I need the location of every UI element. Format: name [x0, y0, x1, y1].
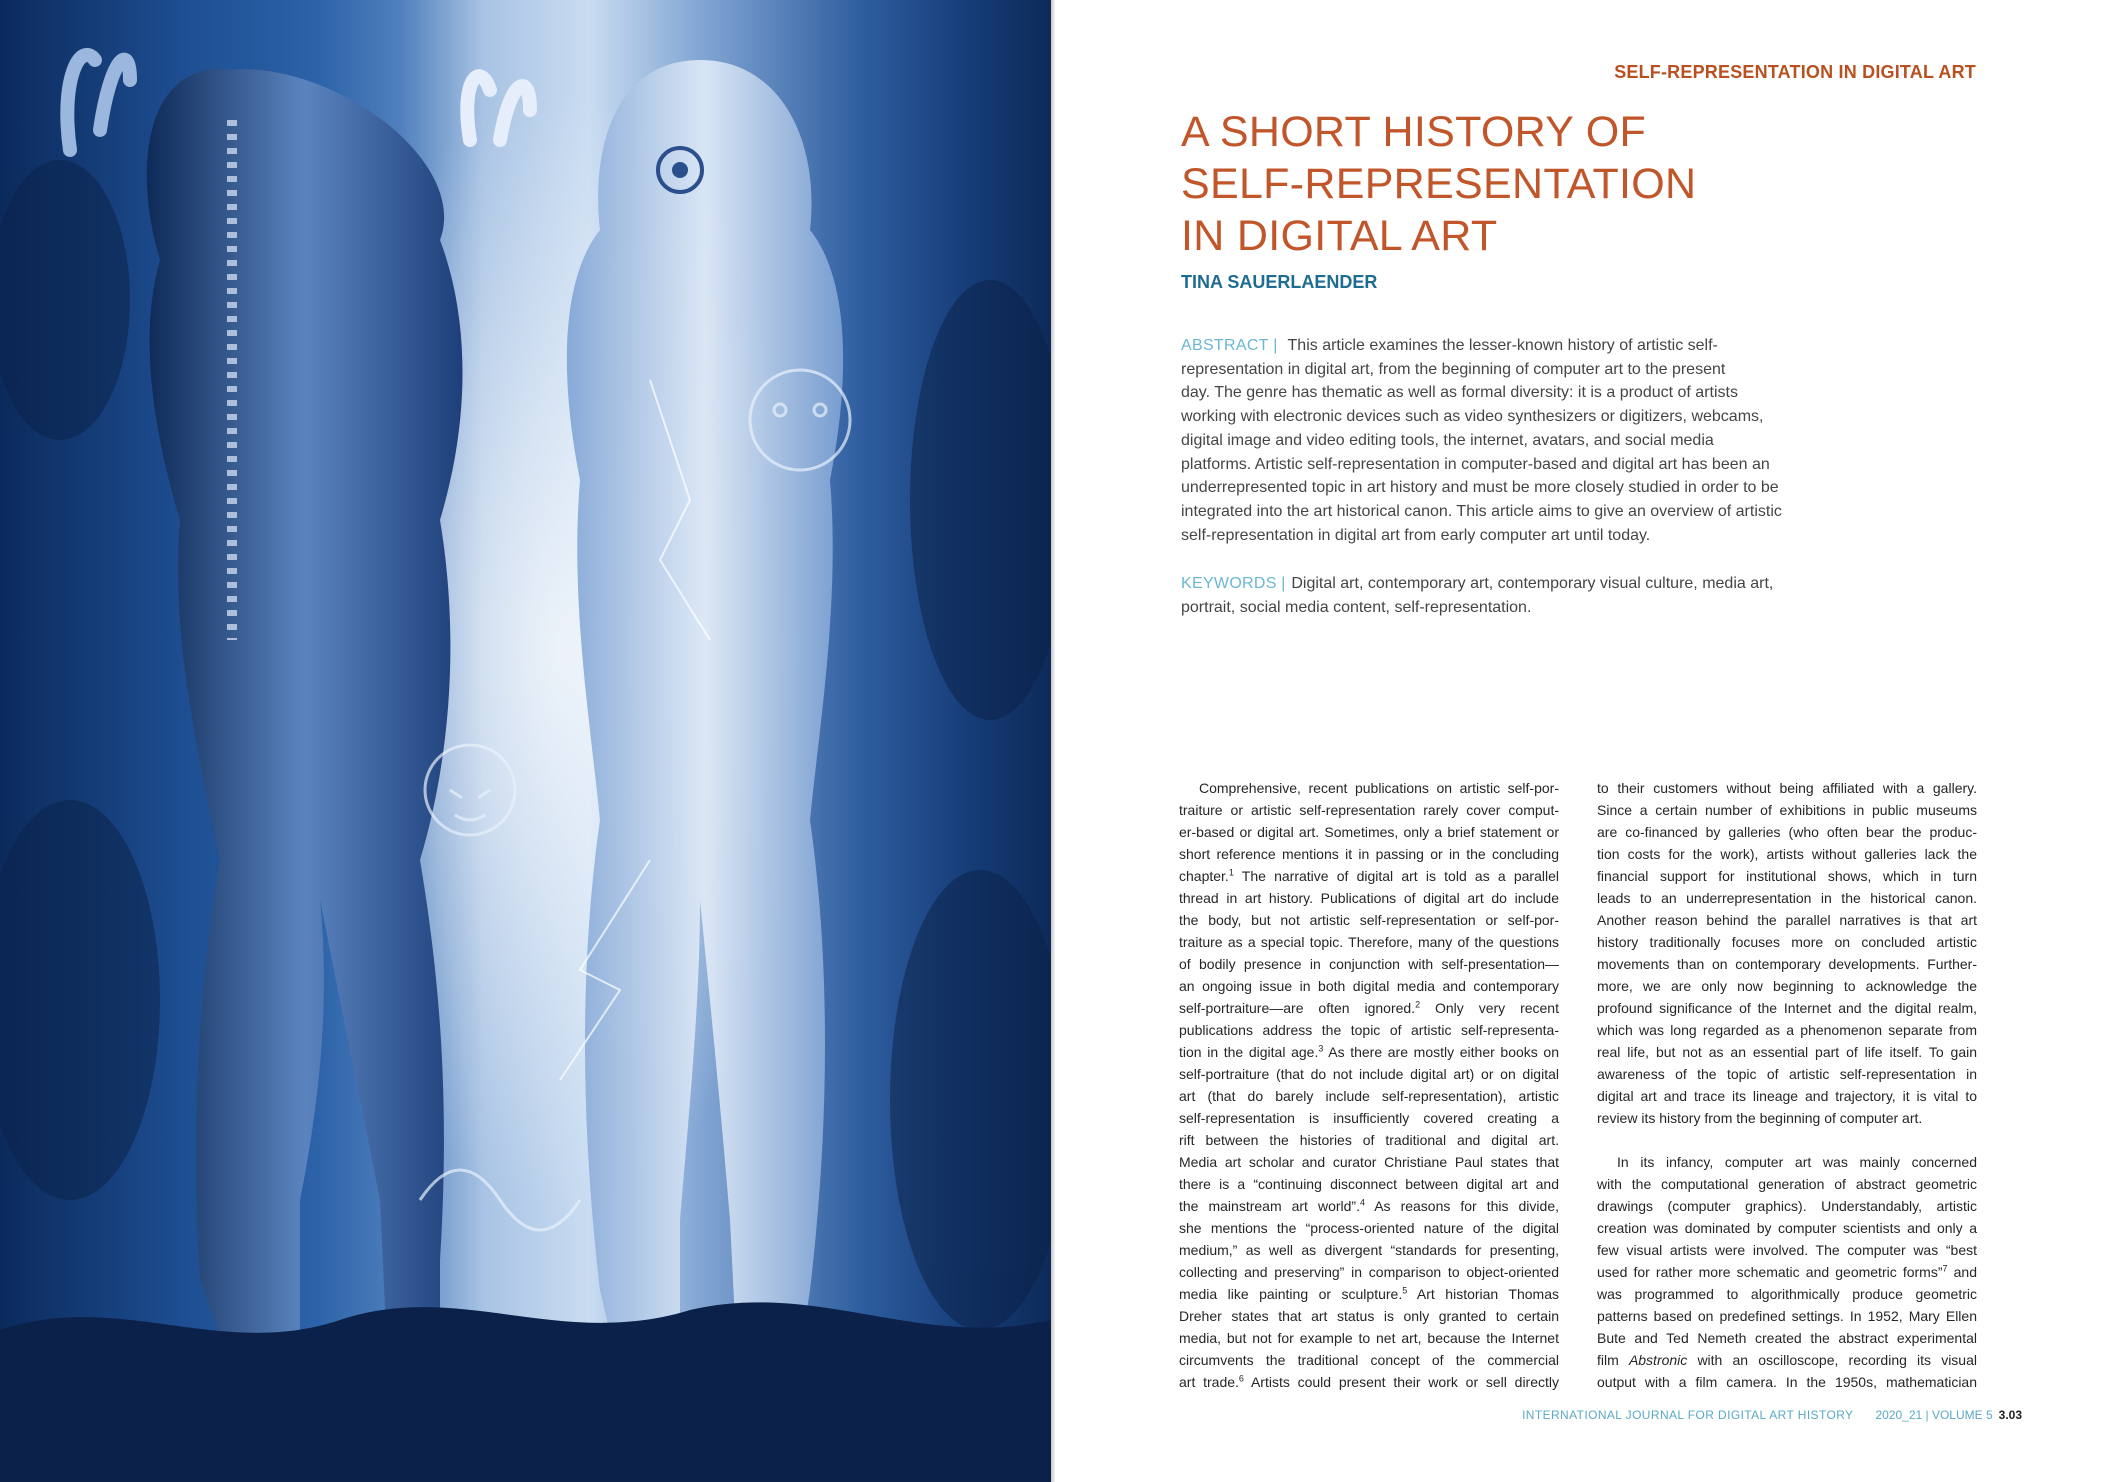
body-column-left — [1179, 777, 1559, 1393]
body-line: Bute and Ted Nemeth created the abstract experimental — [1597, 1330, 1977, 1346]
body-line: self-portraiture—are often ignored.$^2$ Only very recent — [1179, 999, 1559, 1016]
body-line: are co-financed by galleries (who often bear the produc- — [1597, 824, 1977, 840]
body-line: Another reason behind the parallel narratives is that art — [1597, 912, 1977, 928]
body-line: she mentions the “process-oriented nature of the digital — [1179, 1220, 1559, 1236]
body-line: few visual artists were involved. The computer was “best — [1597, 1242, 1977, 1258]
body-line: media like painting or sculpture.$^5$ Art historian Thomas — [1179, 1285, 1559, 1302]
body-line: used for rather more schematic and geometric forms”$^7$ and — [1597, 1263, 1978, 1280]
body-line: self-representation is insufficiently covered creating a — [1179, 1110, 1559, 1126]
body-line: to their customers without being affiliated with a gallery. — [1597, 780, 1977, 796]
page-footer — [1522, 1408, 2022, 1422]
keywords-line: KEYWORDS | Digital art, contemporary art, contemporary visual culture, media art, — [1181, 575, 1774, 592]
body-line: was programmed to algorithmically produce geometric — [1597, 1286, 1977, 1302]
body-line: creation was dominated by computer scientists and only a — [1597, 1220, 1977, 1236]
body-line: rift between the histories of traditional and digital art. — [1179, 1132, 1559, 1148]
body-line: output with a film camera. In the 1950s, mathematician — [1597, 1374, 1977, 1390]
artwork-illustration — [0, 0, 1051, 1482]
abstract-line: self-representation in digital art from early computer art until today. — [1181, 526, 1651, 544]
body-line: Since a certain number of exhibitions in public museums — [1597, 802, 1977, 818]
body-line: leads to an underrepresentation in the historical canon. — [1597, 890, 1977, 906]
abstract — [1181, 334, 1791, 547]
journal-name: INTERNATIONAL JOURNAL FOR DIGITAL ART HISTORY — [1522, 1408, 1854, 1422]
body-line: short reference mentions it in passing or in the concluding — [1179, 846, 1559, 862]
label-divider: | — [1276, 575, 1286, 592]
body-line: art (that do barely include self-representation), artistic — [1179, 1088, 1559, 1104]
body-line: drawings (computer graphics). Understandably, artistic — [1597, 1198, 1977, 1214]
body-line: digital art and trace its lineage and trajectory, it is vital to — [1597, 1088, 1977, 1104]
title-line: SELF-REPRESENTATION — [1181, 160, 1697, 208]
title-line: IN DIGITAL ART — [1181, 212, 1498, 260]
body-line: with the computational generation of abstract geometric — [1597, 1176, 1977, 1192]
paragraph-gap — [1597, 1129, 1977, 1151]
body-line: Dreher states that art status is only granted to certain — [1179, 1308, 1559, 1324]
body-line: medium,” as well as divergent “standards for presenting, — [1179, 1242, 1559, 1258]
body-line: real life, but not as an essential part of life itself. To gain — [1597, 1044, 1977, 1060]
abstract-line: ABSTRACT | This article examines the lesser-known history of artistic self- — [1181, 337, 1718, 354]
body-line: collecting and preserving” in comparison to object-oriented — [1179, 1264, 1559, 1280]
page-gutter — [1051, 0, 1055, 1482]
body-line: patterns based on predefined settings. In 1952, Mary Ellen — [1597, 1308, 1977, 1324]
abstract-label: ABSTRACT — [1181, 337, 1269, 354]
body-line: of bodily presence in conjunction with self-presentation— — [1179, 956, 1559, 972]
body-line: which was long regarded as a phenomenon separate from — [1597, 1022, 1977, 1038]
body-line: In its infancy, computer art was mainly concerned — [1617, 1154, 1977, 1170]
abstract-line: digital image and video editing tools, the internet, avatars, and social media — [1181, 431, 1714, 449]
abstract-line: underrepresented topic in art history and must be more closely studied in order to be — [1181, 479, 1779, 497]
body-line: publications address the topic of artistic self-representa- — [1179, 1022, 1559, 1038]
body-line: Comprehensive, recent publications on artistic self-por- — [1199, 780, 1559, 796]
label-divider: | — [1268, 337, 1278, 354]
body-line: traiture or artistic self-representation rarely cover comput- — [1179, 802, 1559, 818]
body-line: profound significance of the Internet and the digital realm, — [1597, 1000, 1977, 1016]
body-line: tion costs for the work), artists without galleries lack the — [1597, 846, 1977, 862]
body-line: Media art scholar and curator Christiane Paul states that — [1179, 1154, 1559, 1170]
body-line: financial support for institutional shows, which in turn — [1597, 868, 1977, 884]
body-line: circumvents the traditional concept of the commercial — [1179, 1352, 1559, 1368]
abstract-line: representation in digital art, from the beginning of computer art to the present — [1181, 360, 1726, 378]
abstract-line: platforms. Artistic self-representation in computer-based and digital art has been an — [1181, 455, 1770, 473]
body-line: review its history from the beginning of computer art. — [1597, 1110, 1923, 1126]
body-line: more, we are only now beginning to acknowledge the — [1597, 978, 1977, 994]
body-line: er-based or digital art. Sometimes, only a brief statement or — [1179, 824, 1559, 840]
body-line: tion in the digital age.$^3$ As there are mostly either books on — [1179, 1043, 1559, 1060]
keywords — [1181, 572, 1791, 619]
body-column-right — [1597, 777, 1977, 1393]
body-line: an ongoing issue in both digital media and contemporary — [1179, 978, 1559, 994]
body-line: chapter.$^1$ The narrative of digital art is told as a parallel — [1179, 867, 1559, 884]
body-line: awareness of the topic of artistic self-representation in — [1597, 1066, 1977, 1082]
body-line: the mainstream art world”.$^4$ As reasons for this divide, — [1179, 1197, 1559, 1214]
keywords-label: KEYWORDS — [1181, 575, 1277, 592]
keywords-line: portrait, social media content, self-representation. — [1181, 598, 1532, 616]
cover-artwork — [0, 0, 1051, 1482]
body-line: art trade.$^6$ Artists could present their work or sell directly — [1179, 1373, 1559, 1390]
body-line: movements than on contemporary developments. Further- — [1597, 956, 1977, 972]
body-line: history traditionally focuses more on concluded artistic — [1597, 934, 1977, 950]
body-line: media, but not for example to net art, because the Internet — [1179, 1330, 1559, 1346]
body-line: the body, but not artistic self-representation or self-por- — [1179, 912, 1559, 928]
body-line: thread in art history. Publications of digital art do include — [1179, 890, 1559, 906]
abstract-line: integrated into the art historical canon. This article aims to give an overview of artistic — [1181, 502, 1782, 520]
body-line: there is a “continuing disconnect between digital art and — [1179, 1176, 1559, 1192]
article-author: TINA SAUERLAENDER — [1181, 272, 1378, 292]
issue-info: 2020_21 | VOLUME 5 — [1875, 1408, 1993, 1422]
article-title — [1181, 106, 1941, 262]
page-number: 3.03 — [1998, 1408, 2022, 1422]
abstract-line: day. The genre has thematic as well as formal diversity: it is a product of artists — [1181, 384, 1738, 402]
title-line: A SHORT HISTORY OF — [1181, 108, 1647, 156]
body-line: self-portraiture (that do not include digital art) or on digital — [1179, 1066, 1559, 1082]
abstract-line: working with electronic devices such as video synthesizers or digitizers, webcams, — [1181, 408, 1764, 426]
body-line: film Abstronic with an oscilloscope, recording its visual — [1597, 1352, 1977, 1368]
running-head: SELF-REPRESENTATION IN DIGITAL ART — [1614, 62, 1976, 82]
body-line: traiture as a special topic. Therefore, many of the questions — [1179, 934, 1559, 950]
